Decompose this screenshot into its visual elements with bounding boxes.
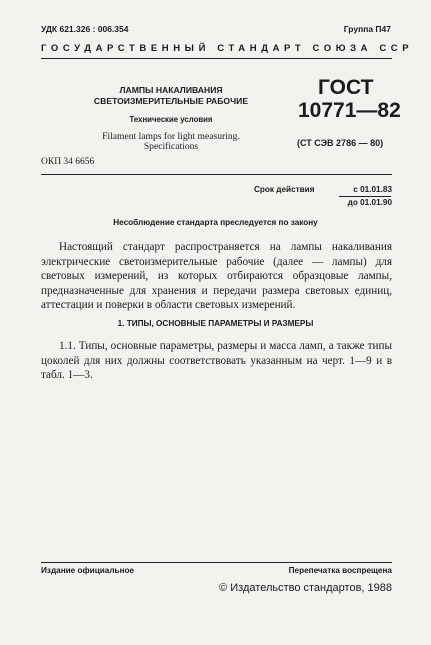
validity-label: Срок действия (254, 185, 315, 194)
legal-notice: Несоблюдение стандарта преследуется по закону (113, 218, 318, 227)
title-english-1: Filament lamps for light measuring. (102, 131, 240, 142)
title-line-1: ЛАМПЫ НАКАЛИВАНИЯ (119, 85, 223, 95)
copyright-line: © Издательство стандартов, 1988 (219, 582, 392, 594)
intro-paragraph: Настоящий стандарт распространяется на лампы накаливания электрические светоизмерительные рабочие (далее — лампы) для световых измерений, из которых отбираются образцовые лампы, предназначенные для хранения и передачи размера световых единиц, аттестации и поверки в области световых измерений. (41, 241, 392, 311)
document-title-block (60, 85, 282, 152)
validity-to: до 01.01.90 (347, 198, 392, 207)
gost-number: 10771—82 (298, 99, 401, 122)
title-subtitle: Технические условия (129, 115, 213, 124)
group-code: Группа П47 (343, 24, 391, 34)
state-standard-heading: ГОСУДАРСТВЕННЫЙ СТАНДАРТ СОЮЗА ССР (41, 43, 414, 54)
okp-rule (41, 174, 392, 175)
title-line-2: СВЕТОИЗМЕРИТЕЛЬНЫЕ РАБОЧИЕ (93, 96, 249, 106)
validity-rule (339, 196, 391, 197)
reprint-prohibited-label: Перепечатка воспрещена (288, 566, 392, 575)
gost-label: ГОСТ (318, 76, 374, 99)
validity-from: с 01.01.83 (353, 185, 392, 194)
official-edition-label: Издание официальное (41, 566, 135, 575)
okp-code: ОКП 34 6656 (41, 157, 95, 167)
gost-sev-reference: (СТ СЭВ 2786 — 80) (297, 138, 384, 148)
section-1-heading: 1. ТИПЫ, ОСНОВНЫЕ ПАРАМЕТРЫ И РАЗМЕРЫ (117, 319, 314, 328)
header-rule (41, 58, 392, 59)
section-1-paragraph: 1.1. Типы, основные параметры, размеры и масса ламп, а также типы цоколей для них должны соответствовать указанным на черт. 1—9 и в табл. 1—3. (41, 340, 392, 381)
title-english-2: Specifications (143, 141, 199, 152)
udc-code: УДК 621.326 : 006.354 (41, 24, 129, 34)
footer-rule (41, 562, 392, 563)
